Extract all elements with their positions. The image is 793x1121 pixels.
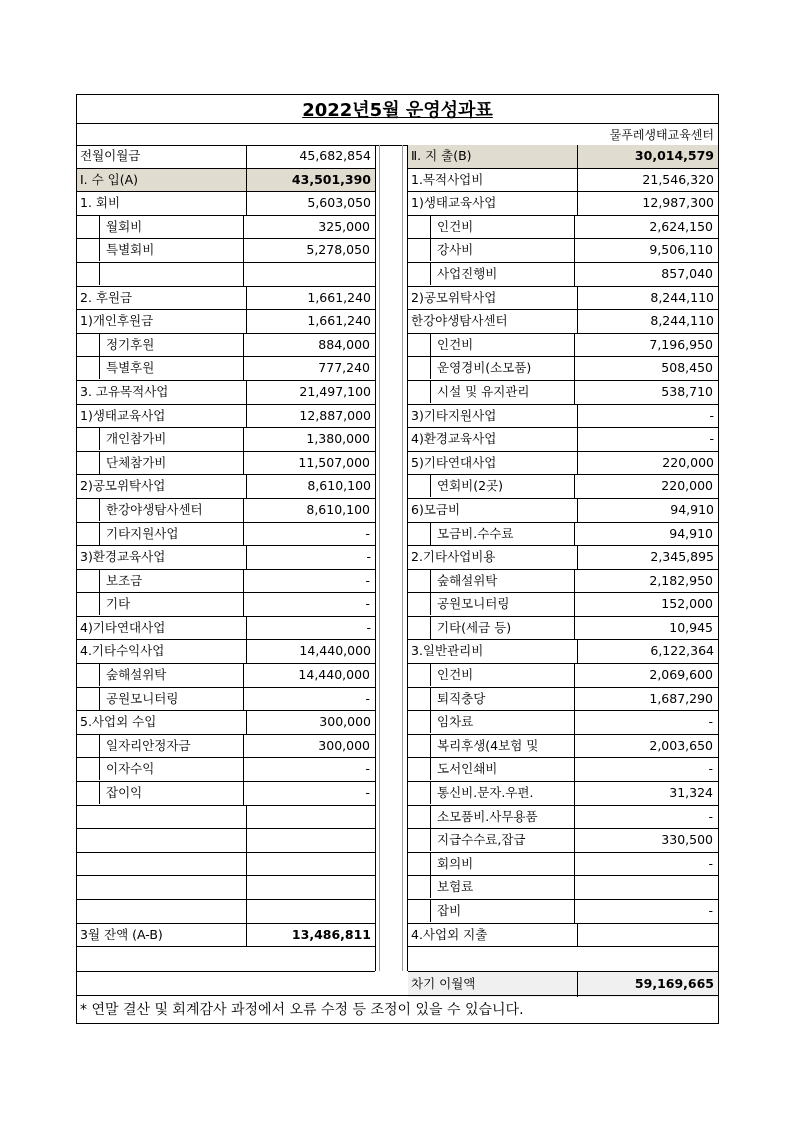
expense-amount: 220,000 xyxy=(661,478,713,494)
expense-amount: 220,000 xyxy=(662,454,714,470)
expense-row xyxy=(408,664,718,688)
expense-amount: 2,003,650 xyxy=(649,737,713,753)
income-amount: 5,603,050 xyxy=(307,195,371,211)
expense-row xyxy=(408,806,718,830)
expense-amount xyxy=(578,924,718,947)
expense-row xyxy=(408,640,718,664)
expense-label: 인건비 xyxy=(408,216,575,239)
expense-amount: - xyxy=(708,714,713,730)
income-row xyxy=(77,357,375,381)
expense-label: 한강야생탐사센터 xyxy=(408,310,578,333)
income-row xyxy=(77,334,375,358)
income-row xyxy=(77,593,375,617)
expense-amount: 857,040 xyxy=(661,265,713,281)
expense-amount: 8,244,110 xyxy=(650,289,714,305)
expense-label: 임차료 xyxy=(408,711,575,734)
income-amount: 8,610,100 xyxy=(307,478,371,494)
income-amount: - xyxy=(365,761,370,777)
income-amount: - xyxy=(365,596,370,612)
expense-amount: - xyxy=(708,903,713,918)
income-amount xyxy=(244,263,374,286)
income-label xyxy=(77,829,247,852)
income-label: 숲해설위탁 xyxy=(77,664,244,687)
income-label xyxy=(77,900,247,923)
income-row xyxy=(77,523,375,547)
expense-row xyxy=(408,475,718,499)
expense-label: 복리후생(4보험 및 xyxy=(408,735,575,758)
income-amount: 1,380,000 xyxy=(306,431,370,447)
expense-amount: 2,624,150 xyxy=(649,218,713,234)
expense-label: 2)공모위탁사업 xyxy=(408,287,578,310)
income-row xyxy=(77,853,375,877)
expense-row xyxy=(408,405,718,429)
income-label: 전월이월금 xyxy=(77,145,247,168)
expense-label: 회의비 xyxy=(408,853,575,876)
income-label: 보조금 xyxy=(77,570,244,593)
expense-row xyxy=(408,570,718,594)
expense-label: 기타(세금 등) xyxy=(408,617,575,640)
income-row xyxy=(77,570,375,594)
income-row xyxy=(77,829,375,853)
expense-row xyxy=(408,924,718,948)
income-label: Ⅰ. 수 입(A) xyxy=(77,169,247,192)
expense-amount: 2,182,950 xyxy=(649,572,713,588)
expense-label: 소모품비.사무용품 xyxy=(408,806,575,829)
income-row xyxy=(77,924,375,948)
income-amount: 300,000 xyxy=(318,737,370,753)
expense-row xyxy=(408,829,718,853)
income-amount: - xyxy=(366,619,371,635)
income-label: 잡이익 xyxy=(77,782,244,805)
expense-amount: 508,450 xyxy=(661,360,713,376)
income-row xyxy=(77,239,375,263)
expense-amount xyxy=(575,876,717,899)
expense-row xyxy=(408,876,718,900)
expense-amount: 21,546,320 xyxy=(642,171,714,187)
income-amount: 5,278,050 xyxy=(306,242,370,258)
expense-amount: 6,122,364 xyxy=(650,643,714,659)
expense-amount: 7,196,950 xyxy=(649,336,713,352)
expense-label: 강사비 xyxy=(408,239,575,262)
income-label xyxy=(77,806,247,829)
income-amount: - xyxy=(366,549,371,565)
expense-label: 2.기타사업비용 xyxy=(408,546,578,569)
expense-amount: 31,324 xyxy=(669,785,713,801)
expense-row xyxy=(408,617,718,641)
income-label: 특별회비 xyxy=(77,239,244,262)
expense-amount: 30,014,579 xyxy=(634,148,714,163)
title-row xyxy=(77,95,718,124)
income-label: 4.기타수익사업 xyxy=(77,640,247,663)
expense-amount: - xyxy=(709,431,714,447)
income-row xyxy=(77,216,375,240)
expense-amount: - xyxy=(708,808,713,824)
income-label: 특별후원 xyxy=(77,357,244,380)
expense-label: 1)생태교육사업 xyxy=(408,192,578,215)
expense-row xyxy=(408,263,718,287)
income-label: 이자수익 xyxy=(77,758,244,781)
expense-amount: 94,910 xyxy=(670,501,714,517)
income-amount: - xyxy=(365,785,370,801)
expense-row xyxy=(408,711,718,735)
expense-label: 3.일반관리비 xyxy=(408,640,578,663)
income-label: 월회비 xyxy=(77,216,244,239)
expense-row xyxy=(408,216,718,240)
expense-row xyxy=(408,523,718,547)
carryover-amount: 59,169,665 xyxy=(634,976,714,991)
column-divider xyxy=(375,145,408,971)
income-amount: 777,240 xyxy=(318,360,370,376)
expense-label: 모금비.수수료 xyxy=(408,523,575,546)
income-label: 1. 회비 xyxy=(77,192,247,215)
carryover-label: 차기 이월액 xyxy=(408,972,578,997)
expense-row xyxy=(408,334,718,358)
income-amount: 21,497,100 xyxy=(299,383,371,399)
expense-row xyxy=(408,782,718,806)
income-label: 단체참가비 xyxy=(77,452,244,475)
income-label: 3월 잔액 (A-B) xyxy=(77,924,247,947)
expense-row xyxy=(408,593,718,617)
expense-label: 6)모금비 xyxy=(408,499,578,522)
expense-label: 보험료 xyxy=(408,876,575,899)
income-row xyxy=(77,900,375,924)
expense-row xyxy=(408,381,718,405)
income-label: 3. 고유목적사업 xyxy=(77,381,247,404)
income-amount xyxy=(247,900,375,923)
expense-row xyxy=(408,239,718,263)
expense-label: 1.목적사업비 xyxy=(408,169,578,192)
income-row xyxy=(77,782,375,806)
income-label: 4)기타연대사업 xyxy=(77,617,247,640)
income-amount xyxy=(247,829,375,852)
income-label: 기타지원사업 xyxy=(77,523,244,546)
expense-label: 4.사업외 지출 xyxy=(408,924,578,947)
income-amount: 300,000 xyxy=(319,714,371,730)
expense-row xyxy=(408,735,718,759)
income-amount: 43,501,390 xyxy=(291,171,371,187)
expense-amount: - xyxy=(708,761,713,777)
income-amount xyxy=(247,853,375,876)
expense-row xyxy=(408,310,718,334)
income-row xyxy=(77,499,375,523)
income-amount: 13,486,811 xyxy=(291,926,371,942)
income-label: 1)개인후원금 xyxy=(77,310,247,333)
income-row xyxy=(77,876,375,900)
income-label: 5.사업외 수입 xyxy=(77,711,247,734)
income-row xyxy=(77,640,375,664)
expense-label: 연회비(2곳) xyxy=(408,475,575,498)
income-amount xyxy=(247,876,375,899)
expense-label: 잡비 xyxy=(408,900,575,923)
income-amount: - xyxy=(365,525,370,541)
expense-label: 도서인쇄비 xyxy=(408,758,575,781)
carryover-row xyxy=(408,971,718,997)
income-row xyxy=(77,381,375,405)
income-label xyxy=(77,876,247,899)
expense-label: 4)환경교육사업 xyxy=(408,428,578,451)
income-label xyxy=(77,853,247,876)
expense-amount: 330,500 xyxy=(661,832,713,848)
income-row xyxy=(77,617,375,641)
expense-label: 퇴직충당 xyxy=(408,688,575,711)
expense-row xyxy=(408,853,718,877)
expense-column xyxy=(408,145,718,947)
income-row xyxy=(77,664,375,688)
income-label: 기타 xyxy=(77,593,244,616)
expense-row xyxy=(408,452,718,476)
expense-row xyxy=(408,499,718,523)
income-amount: 12,887,000 xyxy=(299,407,371,423)
expense-row xyxy=(408,357,718,381)
income-label xyxy=(77,263,244,286)
income-amount: 1,661,240 xyxy=(307,313,371,329)
income-amount: - xyxy=(365,572,370,588)
income-label: 3)환경교육사업 xyxy=(77,546,247,569)
income-column xyxy=(77,145,375,947)
income-row xyxy=(77,475,375,499)
income-row xyxy=(77,711,375,735)
expense-row xyxy=(408,688,718,712)
expense-label: Ⅱ. 지 출(B) xyxy=(408,145,578,168)
expense-row xyxy=(408,758,718,782)
income-amount: 14,440,000 xyxy=(299,643,371,659)
organization-name: 물푸레생태교육센터 xyxy=(609,128,714,142)
income-row xyxy=(77,145,375,169)
income-amount: 1,661,240 xyxy=(307,289,371,305)
income-amount: 325,000 xyxy=(318,218,370,234)
expense-amount: 2,345,895 xyxy=(650,549,714,565)
expense-amount: - xyxy=(708,855,713,871)
expense-label: 공원모니터링 xyxy=(408,593,575,616)
income-label: 공원모니터링 xyxy=(77,688,244,711)
expense-label: 5)기타연대사업 xyxy=(408,452,578,475)
expense-amount: 94,910 xyxy=(669,525,713,541)
expense-label: 3)기타지원사업 xyxy=(408,405,578,428)
expense-label: 시설 및 유지관리 xyxy=(408,381,575,404)
expense-label: 인건비 xyxy=(408,664,575,687)
income-row xyxy=(77,192,375,216)
income-row xyxy=(77,546,375,570)
income-label: 2)공모위탁사업 xyxy=(77,475,247,498)
income-amount: - xyxy=(365,690,370,706)
expense-label: 인건비 xyxy=(408,334,575,357)
expense-row xyxy=(408,169,718,193)
expense-label: 숲해설위탁 xyxy=(408,570,575,593)
income-label: 정기후원 xyxy=(77,334,244,357)
expense-label: 운영경비(소모품) xyxy=(408,357,575,380)
income-label: 한강야생탐사센터 xyxy=(77,499,244,522)
expense-amount: 2,069,600 xyxy=(649,667,713,683)
income-row xyxy=(77,688,375,712)
expense-row xyxy=(408,287,718,311)
income-label: 1)생태교육사업 xyxy=(77,405,247,428)
income-row xyxy=(77,428,375,452)
expense-row xyxy=(408,546,718,570)
income-row xyxy=(77,310,375,334)
income-row xyxy=(77,735,375,759)
income-amount: 11,507,000 xyxy=(298,454,370,470)
income-row xyxy=(77,405,375,429)
expense-row xyxy=(408,145,718,169)
income-row xyxy=(77,169,375,193)
expense-amount: 9,506,110 xyxy=(649,242,713,258)
expense-amount: 10,945 xyxy=(669,619,713,635)
income-amount: 884,000 xyxy=(318,336,370,352)
org-row xyxy=(77,123,718,146)
expense-amount: 8,244,110 xyxy=(650,313,714,329)
income-row xyxy=(77,758,375,782)
income-amount: 45,682,854 xyxy=(299,148,371,163)
footnote: * 연말 결산 및 회계감사 과정에서 오류 수정 등 조정이 있을 수 있습니다. xyxy=(77,995,718,1023)
income-amount: 8,610,100 xyxy=(306,501,370,517)
income-label: 일자리안정자금 xyxy=(77,735,244,758)
expense-amount: 538,710 xyxy=(661,383,713,399)
income-label: 개인참가비 xyxy=(77,428,244,451)
expense-row xyxy=(408,428,718,452)
income-amount: 14,440,000 xyxy=(298,667,370,683)
expense-label: 사업진행비 xyxy=(408,263,575,286)
income-label: 2. 후원금 xyxy=(77,287,247,310)
income-row xyxy=(77,452,375,476)
income-row xyxy=(77,287,375,311)
expense-amount: 12,987,300 xyxy=(642,195,714,211)
report-title: 2022년5월 운영성과표 xyxy=(302,100,493,121)
expense-amount: - xyxy=(709,407,714,423)
expense-label: 지급수수료,잡급 xyxy=(408,829,575,852)
expense-amount: 152,000 xyxy=(661,596,713,612)
income-row xyxy=(77,806,375,830)
left-carryover-blank xyxy=(77,971,375,997)
expense-amount: 1,687,290 xyxy=(649,690,713,706)
income-amount xyxy=(247,806,375,829)
expense-row xyxy=(408,192,718,216)
expense-row xyxy=(408,900,718,924)
report-sheet xyxy=(76,94,719,1024)
expense-label: 통신비.문자.우편. xyxy=(408,782,575,805)
income-row xyxy=(77,263,375,287)
